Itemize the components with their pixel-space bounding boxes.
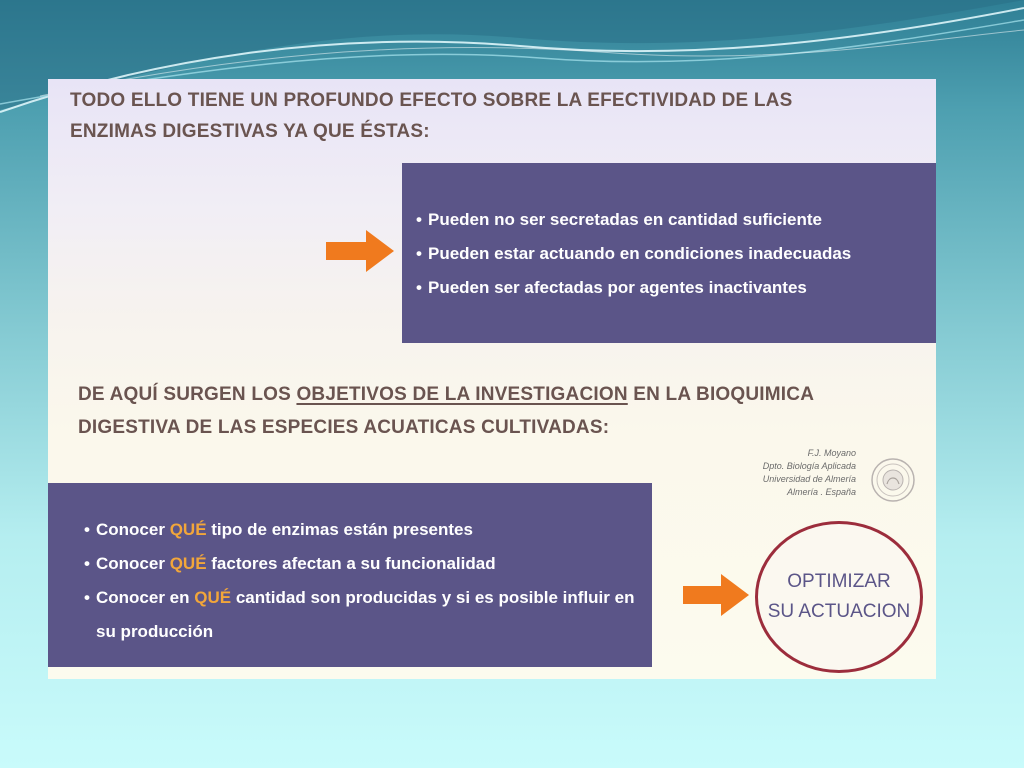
author-department: Dpto. Biología Aplicada — [762, 461, 856, 471]
objective-item — [84, 581, 644, 649]
heading-objectives — [78, 378, 878, 444]
objective-highlight: QUÉ — [169, 554, 207, 573]
objective-suffix: tipo de enzimas están presentes — [206, 520, 473, 539]
author-credits — [706, 447, 856, 499]
university-seal-icon — [870, 457, 916, 503]
arrow-right-icon — [683, 573, 749, 617]
heading-top: TODO ELLO TIENE UN PROFUNDO EFECTO SOBRE LA EFECTIVIDAD DE LAS ENZIMAS DIGESTIVAS YA QUE ÉSTAS: — [70, 90, 793, 142]
slide-image — [48, 79, 936, 679]
objective-highlight: QUÉ — [194, 588, 232, 607]
effect-item: • Pueden ser afectadas por agentes inactivantes — [416, 271, 936, 305]
optimize-circle — [755, 521, 923, 673]
objective-suffix: factores afectan a su funcionalidad — [206, 554, 496, 573]
objective-item — [84, 547, 644, 581]
objective-prefix: Conocer — [96, 554, 170, 573]
author-location: Almería . España — [786, 487, 856, 497]
objective-prefix: Conocer — [96, 520, 170, 539]
optimize-label: OPTIMIZAR SU ACTUACION — [767, 571, 911, 622]
objective-suffix: cantidad son producidas y si es posible influir en su producción — [96, 588, 635, 641]
author-name: F.J. Moyano — [807, 448, 856, 458]
objectives-list — [84, 513, 644, 649]
arrow-right-icon — [326, 228, 394, 274]
effects-box — [402, 163, 936, 343]
effects-list — [416, 203, 936, 305]
heading-objectives-underlined: OBJETIVOS DE LA INVESTIGACION — [296, 384, 628, 405]
author-university: Universidad de Almería — [762, 474, 856, 484]
objective-highlight: QUÉ — [169, 520, 207, 539]
effect-item: • Pueden estar actuando en condiciones inadecuadas — [416, 237, 936, 271]
effect-item: • Pueden no ser secretadas en cantidad suficiente — [416, 203, 936, 237]
heading-objectives-prefix: DE AQUÍ SURGEN LOS — [78, 384, 297, 405]
objectives-box — [48, 483, 652, 667]
objective-prefix: Conocer en — [96, 588, 195, 607]
objective-item — [84, 513, 644, 547]
heading-objectives-suffix: EN LA BIOQUIMICA DIGESTIVA DE LAS ESPECIES ACUATICAS CULTIVADAS: — [78, 384, 814, 438]
